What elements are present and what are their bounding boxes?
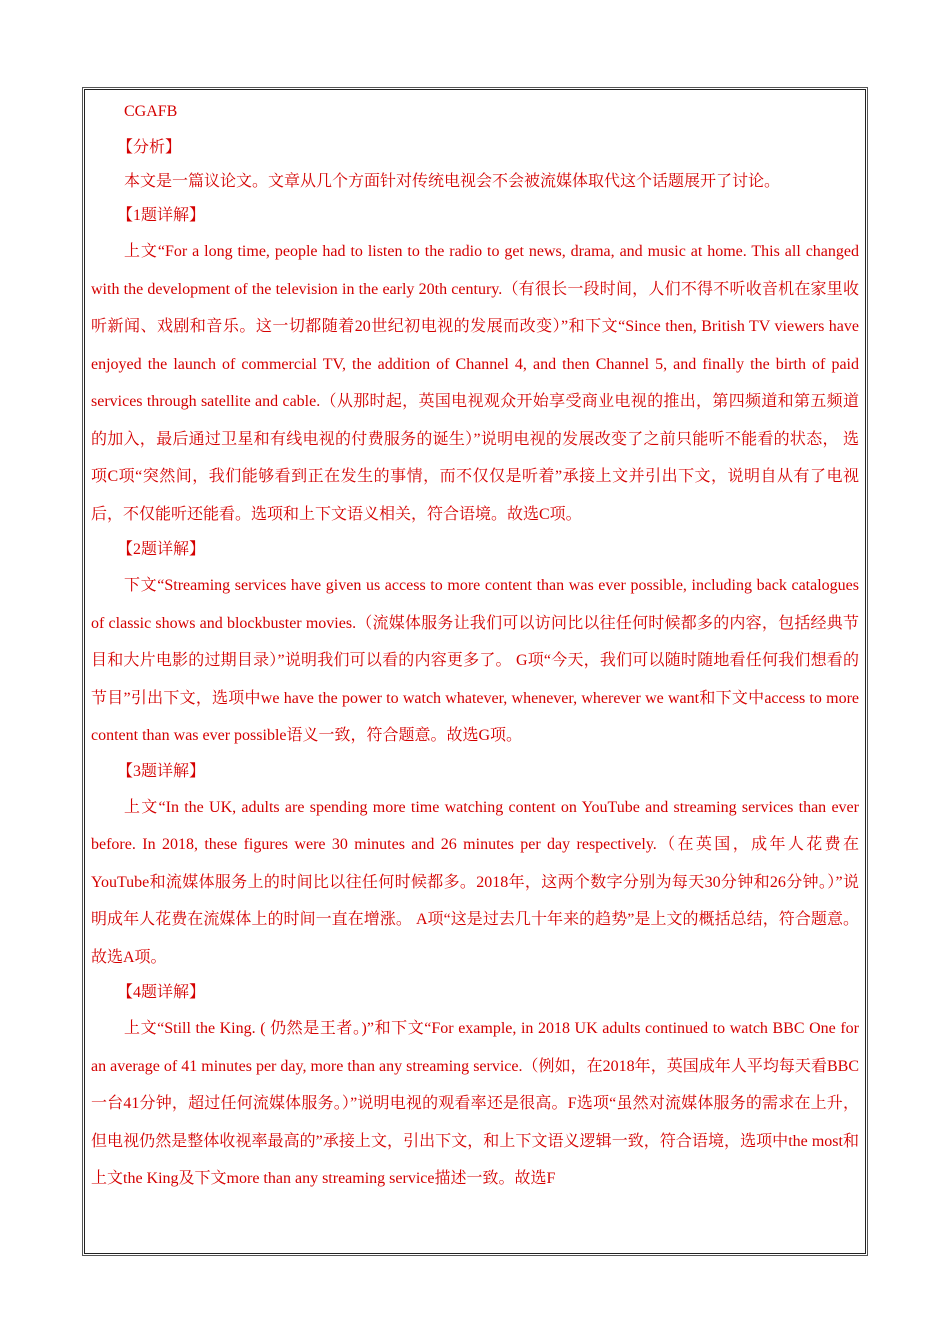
question-4-heading: 【4题详解】: [117, 984, 206, 1001]
question-3-heading: 【3题详解】: [117, 762, 206, 780]
analysis-text: 本文是一篇议论文。文章从几个方面针对传统电视会不会被流媒体取代这个话题展开了讨论。: [124, 173, 781, 190]
question-1-heading: 【1题详解】: [117, 207, 206, 224]
question-1-explanation: 上文“For a long time, people had to listen to the radio to get news, drama, and music at home. This all changed with the development of the television in the early 20th century.（有很长一段时间，人们不得不听收音机在家里收听新闻、戏剧和音乐。这一切都随着20世纪初电视的发展而改变）”和下文“Since then, British TV viewers have enjoyed the launch of commercial TV, the addition of Channel 4, and then Channel 5, and finally the birth of paid services through satellite and cable.（从那时起，英国电视观众开始享受商业电视的推出，第四频道和第五频道的加入，最后通过卫星和有线电视的付费服务的诞生）”说明电视的发展改变了之前只能听不能看的状态， 选项C项“突然间，我们能够看到正在发生的事情，而不仅仅是听着”承接上文并引出下文，说明自从有了电视后，不仅能听还能看。选项和上下文语义相关，符合语境。故选C项。: [91, 243, 859, 523]
answer-explanation-content: [91, 97, 859, 1198]
question-2-heading: 【2题详解】: [117, 541, 206, 558]
answer-key: CGAFB: [124, 103, 178, 120]
question-3-explanation: 上文“In the UK, adults are spending more time watching content on YouTube and streaming services than ever before. In 2018, these figures were 30 minutes and 26 minutes per day respectively.（在英国，成年人花费在YouTube和流媒体服务上的时间比以往任何时候都多。2018年，这两个数字分别为每天30分钟和26分钟。）”说明成年人花费在流媒体上的时间一直在增涨。 A项“这是过去几十年来的趋势”是上文的概括总结，符合题意。故选A项。: [91, 798, 859, 966]
question-4-explanation: 上文“Still the King. ( 仍然是王者。)”和下文“For example, in 2018 UK adults continued to watch BBC One for an average of 41 minutes per day, more than any streaming service.（例如，在2018年，英国成年人平均每天看BBC一台41分钟，超过任何流媒体服务。）”说明电视的观看率还是很高。F选项“虽然对流媒体服务的需求在上升，但电视仍然是整体收视率最高的”承接上文，引出下文，和上下文语义逻辑一致，符合语境，选项中the most和上文the King及下文more than any streaming service描述一致。故选F: [91, 1020, 859, 1187]
analysis-heading: 【分析】: [117, 139, 182, 156]
question-2-explanation: 下文“Streaming services have given us access to more content than was ever possible, including back catalogues of classic shows and blockbuster movies.（流媒体服务让我们可以访问比以往任何时候都多的内容，包括经典节目和大片电影的过期目录）”说明我们可以看的内容更多了。 G项“今天，我们可以随时随地看任何我们想看的节目”引出下文，选项中we have the power to watch whatever, whenever, wherever we want和下文中access to more content than was ever possible语义一致，符合题意。故选G项。: [91, 577, 859, 744]
